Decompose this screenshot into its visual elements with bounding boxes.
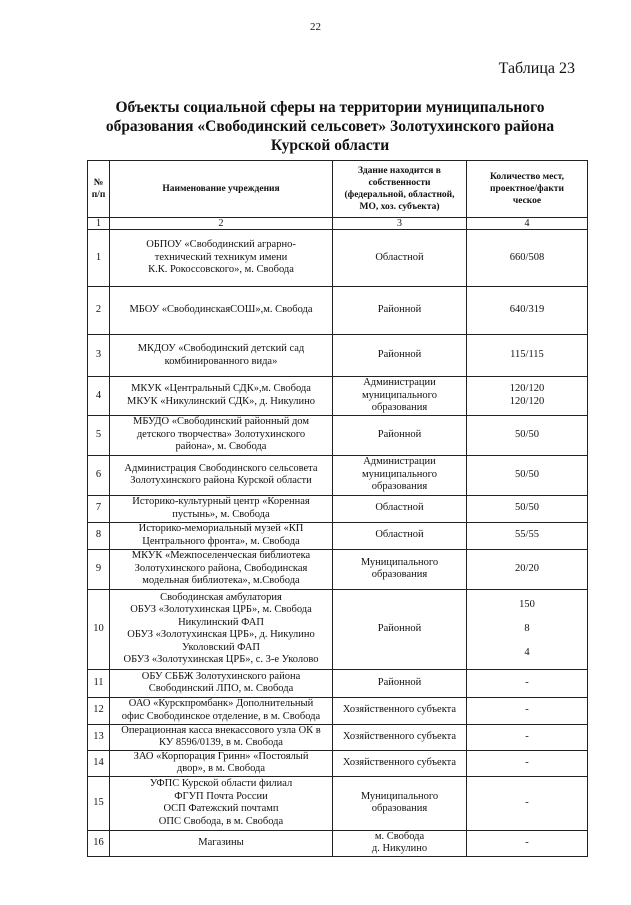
table-row	[88, 455, 588, 495]
capacity: -	[467, 750, 588, 776]
column-index: 1	[88, 218, 110, 230]
capacity: 55/55	[467, 522, 588, 549]
table-row	[88, 377, 588, 416]
row-number: 10	[88, 589, 110, 669]
title-line: образования «Свободинский сельсовет» Золотухинского района	[105, 118, 555, 135]
capacity: 640/319	[467, 287, 588, 335]
table-row	[88, 724, 588, 750]
title-line: Курской области	[270, 137, 390, 154]
table-row	[88, 522, 588, 549]
capacity: 115/115	[467, 335, 588, 377]
institution-name: ЗАО «Корпорация Гринн» «Постоялый двор», в м. Свобода	[110, 750, 333, 776]
row-number: 4	[88, 377, 110, 416]
table-row	[88, 230, 588, 287]
table-label: Таблица 23	[498, 60, 575, 77]
row-number: 16	[88, 830, 110, 856]
title-line: Объекты социальной сферы на территории муниципального	[115, 99, 545, 116]
institution-name: Магазины	[110, 830, 333, 856]
capacity: -	[467, 776, 588, 830]
table-row	[88, 669, 588, 697]
capacity: -	[467, 697, 588, 724]
capacity: 150 8 4	[467, 589, 588, 669]
institution-name: Свободинская амбулатория ОБУЗ «Золотухинская ЦРБ», м. Свобода Никулинский ФАП ОБУЗ «Золотухинская ЦРБ», д. Никулино Уколовский ФАП ОБУЗ «Золотухинская ЦРБ», с. 3-е Уколово	[110, 589, 333, 669]
institution-name: Историко-культурный центр «Коренная пустынь», м. Свобода	[110, 495, 333, 522]
row-number: 1	[88, 230, 110, 287]
column-index: 3	[333, 218, 467, 230]
row-number: 3	[88, 335, 110, 377]
capacity: 20/20	[467, 549, 588, 589]
ownership: Районной	[333, 669, 467, 697]
institution-name: ОАО «Курскпромбанк» Дополнительный офис Свободинское отделение, в м. Свобода	[110, 697, 333, 724]
table-row	[88, 549, 588, 589]
ownership: Администрации муниципального образования	[333, 377, 467, 416]
institution-name: УФПС Курской области филиал ФГУП Почта России ОСП Фатежский почтамп ОПС Свобода, в м. Свобода	[110, 776, 333, 830]
ownership: Районной	[333, 287, 467, 335]
page-number: 22	[310, 21, 321, 33]
ownership: Областной	[333, 495, 467, 522]
capacity: 50/50	[467, 455, 588, 495]
document-title	[80, 98, 580, 155]
row-number: 8	[88, 522, 110, 549]
ownership: Областной	[333, 522, 467, 549]
institution-name: Администрация Свободинского сельсовета Золотухинского района Курской области	[110, 455, 333, 495]
capacity: -	[467, 724, 588, 750]
ownership: Районной	[333, 415, 467, 455]
institution-name: Историко-мемориальный музей «КП Центрального фронта», м. Свобода	[110, 522, 333, 549]
row-number: 12	[88, 697, 110, 724]
table-row	[88, 750, 588, 776]
header-number: № п/п	[88, 161, 110, 218]
ownership: Администрации муниципального образования	[333, 455, 467, 495]
table-row	[88, 287, 588, 335]
row-number: 13	[88, 724, 110, 750]
capacity: 50/50	[467, 415, 588, 455]
row-number: 15	[88, 776, 110, 830]
institution-name: Операционная касса внекассового узла ОК в КУ 8596/0139, в м. Свобода	[110, 724, 333, 750]
row-number: 11	[88, 669, 110, 697]
header-capacity: Количество мест, проектное/факти ческое	[467, 161, 588, 218]
institution-name: МКДОУ «Свободинский детский сад комбинированного вида»	[110, 335, 333, 377]
table-row	[88, 697, 588, 724]
row-number: 2	[88, 287, 110, 335]
row-number: 9	[88, 549, 110, 589]
column-index-row	[88, 218, 588, 230]
column-index: 4	[467, 218, 588, 230]
institution-name: МБОУ «СвободинскаяСОШ»,м. Свобода	[110, 287, 333, 335]
ownership: м. Свобода д. Никулино	[333, 830, 467, 856]
ownership: Хозяйственного субъекта	[333, 697, 467, 724]
header-name: Наименование учреждения	[110, 161, 333, 218]
row-number: 6	[88, 455, 110, 495]
institution-name: МКУК «Центральный СДК»,м. Свобода МКУК «Никулинский СДК», д. Никулино	[110, 377, 333, 416]
institution-name: ОБПОУ «Свободинский аграрно- технический техникум имени К.К. Рокоссовского», м. Свобода	[110, 230, 333, 287]
institution-name: ОБУ СББЖ Золотухинского района Свободинский ЛПО, м. Свобода	[110, 669, 333, 697]
table-row	[88, 335, 588, 377]
capacity: 50/50	[467, 495, 588, 522]
ownership: Районной	[333, 589, 467, 669]
table-row	[88, 415, 588, 455]
column-index: 2	[110, 218, 333, 230]
table-row	[88, 589, 588, 669]
row-number: 5	[88, 415, 110, 455]
capacity: -	[467, 830, 588, 856]
ownership: Районной	[333, 335, 467, 377]
ownership: Хозяйственного субъекта	[333, 724, 467, 750]
row-number: 7	[88, 495, 110, 522]
header-ownership: Здание находится в собственности (федеральной, областной, МО, хоз. субъекта)	[333, 161, 467, 218]
ownership: Муниципального образования	[333, 776, 467, 830]
institution-name: МКУК «Межпоселенческая библиотека Золотухинского района, Свободинская модельная библиотека», м.Свобода	[110, 549, 333, 589]
table-row	[88, 830, 588, 856]
table-row	[88, 495, 588, 522]
ownership: Областной	[333, 230, 467, 287]
table-header-row	[88, 161, 588, 218]
row-number: 14	[88, 750, 110, 776]
capacity: 120/120 120/120	[467, 377, 588, 416]
table-row	[88, 776, 588, 830]
institution-name: МБУДО «Свободинский районный дом детского творчества» Золотухинского района», м. Свобода	[110, 415, 333, 455]
capacity: -	[467, 669, 588, 697]
capacity: 660/508	[467, 230, 588, 287]
ownership: Хозяйственного субъекта	[333, 750, 467, 776]
social-objects-table	[87, 160, 588, 857]
ownership: Муниципального образования	[333, 549, 467, 589]
